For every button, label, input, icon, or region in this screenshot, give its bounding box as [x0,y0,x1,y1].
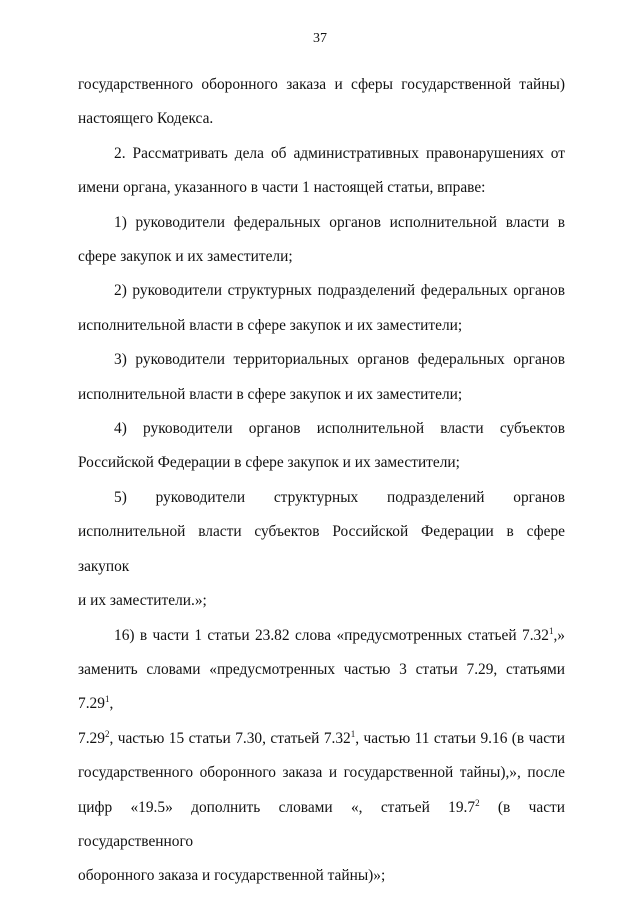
text-line: заменить словами «предусмотренных частью 3 статьи 7.29, статьями 7.29$^1$, [78,660,565,713]
superscript: 1 [548,625,554,636]
text-line: и их заместители.»; [78,592,207,610]
body-text [78,68,565,894]
superscript: 2 [475,797,480,808]
text-line: сфере закупок и их заместители; [78,248,293,266]
text-line: государственного оборонного заказа и сферы государственной тайны) [78,76,565,93]
superscript: 1 [104,694,110,705]
text-line: 3) руководители территориальных органов федеральных органов [114,351,565,369]
text-line: настоящего Кодекса. [78,110,214,128]
text-line: цифр «19.5» дополнить словами «, статьей 19.7$^2$ (в части государственного [78,797,566,850]
text-line: 1) руководители федеральных органов исполнительной власти в [114,213,565,231]
text-line: 5) руководители структурных подразделений органов [114,488,565,506]
text-line: 2. Рассматривать дела об административных правонарушениях от [114,144,565,162]
text-line: оборонного заказа и государственной тайны)»; [78,867,386,885]
text-line: имени органа, указанного в части 1 настоящей статьи, вправе: [78,179,486,197]
superscript: 1 [350,728,356,739]
text-line: 7.29$^2$, частью 15 статьи 7.30, статьей 7.32$^1$, частью 11 статьи 9.16 (в части [78,728,565,747]
page-number: 37 [313,31,327,46]
superscript: 2 [104,728,110,739]
text-line: государственного оборонного заказа и государственной тайны),», после [78,764,565,782]
text-line: Российской Федерации в сфере закупок и их заместители; [78,454,460,472]
text-line: 2) руководители структурных подразделений федеральных органов [114,282,565,300]
text-line: исполнительной власти в сфере закупок и их заместители; [78,316,463,334]
text-line: 16) в части 1 статьи 23.82 слова «предусмотренных статьей 7.32$^1$,» [114,625,565,644]
text-line: исполнительной власти в сфере закупок и их заместители; [78,385,463,403]
text-line: 4) руководители органов исполнительной власти субъектов [114,420,565,438]
text-line: исполнительной власти субъектов Российской Федерации в сфере закупок [78,523,565,575]
